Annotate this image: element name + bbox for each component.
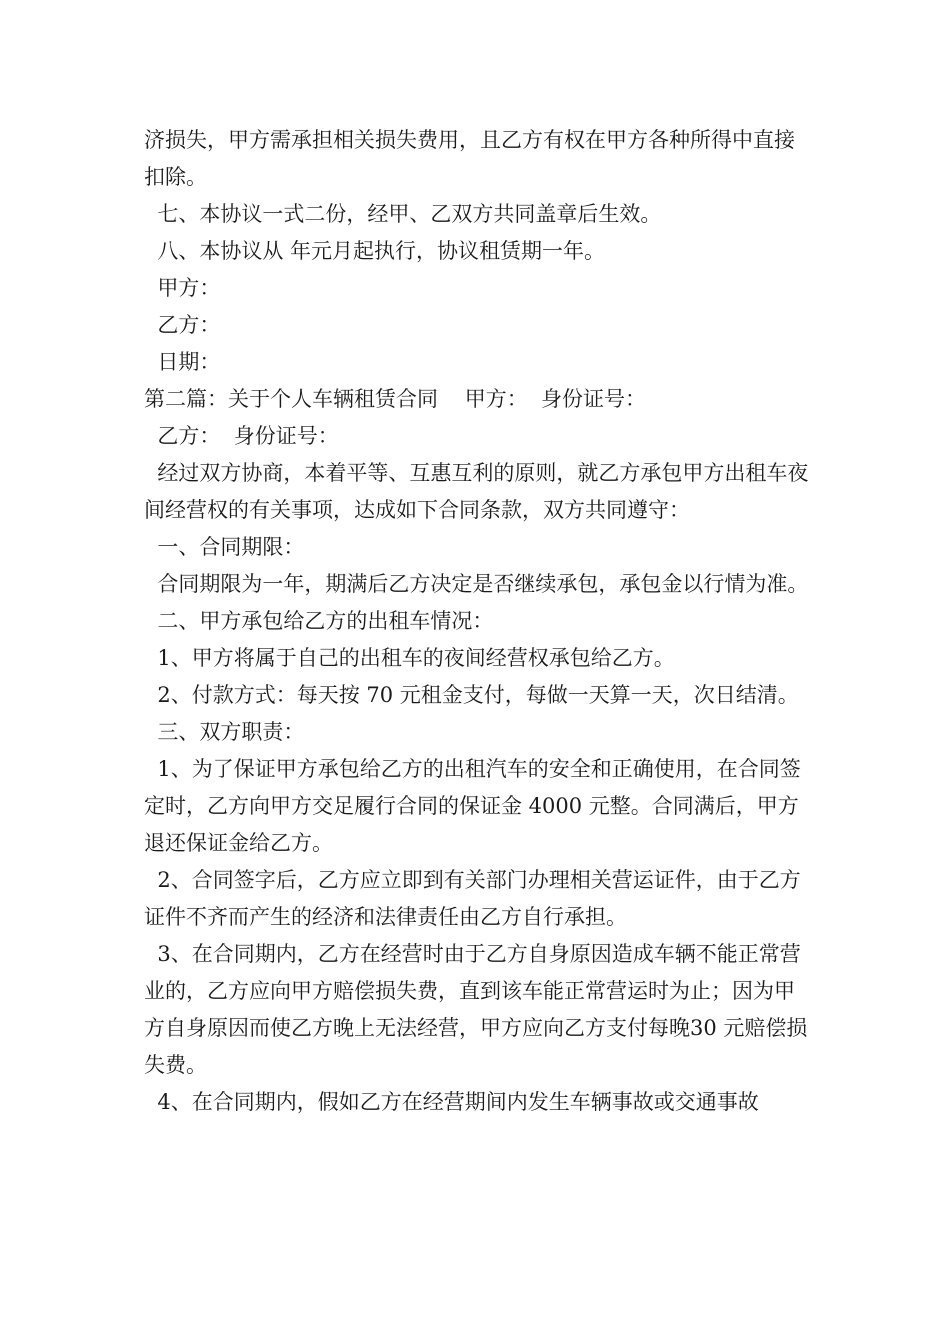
contract-term-text: 合同期限为一年，期满后乙方决定是否继续承包，承包金以行情为准。 — [144, 572, 809, 596]
taxi-item-2: 2、付款方式：每天按 70 元租金支付，每做一天算一天，次日结清。 — [144, 683, 799, 707]
taxi-item-1: 1、甲方将属于自己的出租车的夜间经营权承包给乙方。 — [144, 646, 675, 670]
duty-item-4: 4、在合同期内，假如乙方在经营期间内发生车辆事故或交通事故 — [144, 1090, 759, 1114]
party-b-id-line: 乙方： 身份证号： — [144, 424, 339, 448]
clause-8: 八、本协议从 年元月起执行，协议租赁期一年。 — [144, 239, 606, 263]
duty-item-3: 3、在合同期内，乙方在经营时由于乙方自身原因造成车辆不能正常营业的，乙方应向甲方赔偿损失费，直到该车能正常营运时为止；因为甲方自身原因而使乙方晚上无法经营，甲方应向乙方支付每晚30 元赔偿损失费。 — [144, 942, 808, 1077]
duty-item-2: 2、合同签字后，乙方应立即到有关部门办理相关营运证件，由于乙方证件不齐而产生的经济和法律责任由乙方自行承担。 — [144, 868, 801, 929]
heading-contract-term: 一、合同期限： — [144, 535, 305, 559]
preamble: 经过双方协商，本着平等、互惠互利的原则，就乙方承包甲方出租车夜间经营权的有关事项，达成如下合同条款，双方共同遵守： — [144, 461, 809, 522]
document-body — [144, 122, 814, 1121]
heading-duties: 三、双方职责： — [144, 720, 305, 744]
date-line: 日期： — [144, 350, 221, 374]
paragraph-1: 济损失，甲方需承担相关损失费用，且乙方有权在甲方各种所得中直接扣除。 — [144, 128, 795, 189]
heading-taxi-situation: 二、甲方承包给乙方的出租车情况： — [144, 609, 494, 633]
section-heading-part-two: 第二篇：关于个人车辆租赁合同 甲方： 身份证号： — [144, 387, 647, 411]
party-b-signature-line: 乙方： — [144, 313, 221, 337]
duty-item-1: 1、为了保证甲方承包给乙方的出租汽车的安全和正确使用，在合同签定时，乙方向甲方交足履行合同的保证金 4000 元整。合同满后，甲方退还保证金给乙方。 — [144, 757, 801, 855]
party-a-signature-line: 甲方： — [144, 276, 221, 300]
clause-7: 七、本协议一式二份，经甲、乙双方共同盖章后生效。 — [144, 202, 662, 226]
